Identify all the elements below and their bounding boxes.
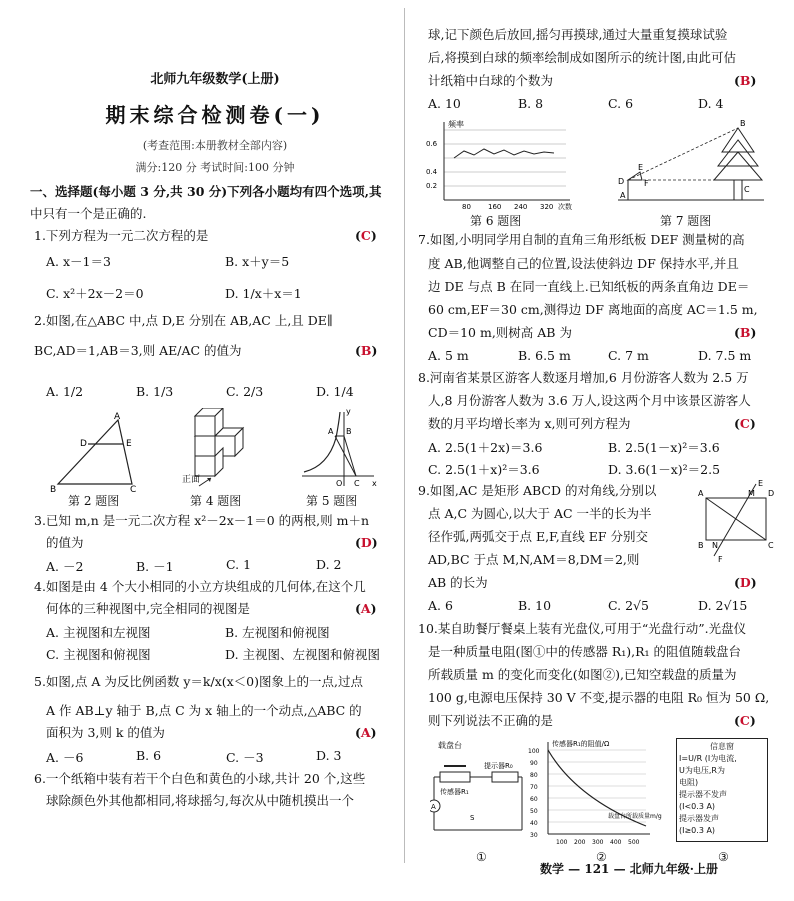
q4-option-a: A. 主视图和左视图 [46, 625, 151, 640]
fig6-ytick-2: 0.4 [426, 168, 438, 176]
svg-text:y: y [346, 408, 351, 416]
q6-cont-3: 计纸箱中白球的个数为 [428, 73, 554, 88]
q5-option-b: B. 6 [136, 748, 162, 763]
q3-text-1: 3.已知 m,n 是一元二次方程 x²－2x－1＝0 的两根,则 m＋n [34, 513, 370, 528]
fig6-xtick-3: 240 [514, 203, 528, 210]
q7-text-2: 度 AB,他调整自己的位置,设法使斜边 DF 保持水平,并且 [428, 256, 739, 271]
fig10-label-1: ① [476, 850, 487, 864]
svg-text:A: A [698, 489, 704, 498]
q6-option-d: D. 4 [698, 96, 724, 111]
svg-text:F: F [644, 179, 649, 188]
graph-xtick: 400 [610, 839, 622, 846]
q2-text-1: 2.如图,在△ABC 中,点 D,E 分别在 AB,AC 上,且 DE∥ [34, 313, 333, 328]
column-divider [404, 8, 405, 863]
svg-text:B: B [698, 541, 704, 550]
graph-ytick: 80 [530, 772, 538, 779]
fig6-ytick-1: 0.6 [426, 140, 438, 148]
graph-ytick: 40 [530, 820, 538, 827]
graph-title: 传感器R₁的阻值/Ω [552, 740, 610, 748]
exam-meta: 满分:120 分 考试时间:100 分钟 [135, 161, 295, 174]
svg-text:C: C [744, 185, 750, 194]
svg-text:N: N [712, 541, 718, 550]
section-heading-2: 中只有一个是正确的. [30, 206, 147, 221]
q3-option-d: D. 2 [316, 557, 342, 572]
svg-text:D: D [768, 489, 775, 498]
svg-text:D: D [80, 439, 87, 449]
q3-text-2: 的值为 [46, 535, 84, 550]
q5-text-3: 面积为 3,则 k 的值为 [46, 725, 165, 740]
fig6-ytick-3: 0.2 [426, 182, 438, 190]
q8-option-b: B. 2.5(1－x)²＝3.6 [608, 440, 720, 455]
svg-text:A: A [114, 412, 121, 422]
caption-q4: 第 4 题图 [190, 494, 242, 508]
q8-option-c: C. 2.5(1＋x)²＝3.6 [428, 462, 540, 477]
fig10-label-2: ② [596, 850, 607, 864]
q3-answer: (D) [355, 535, 378, 550]
info-title: 信息窗 [710, 742, 734, 751]
svg-text:A: A [328, 427, 334, 436]
q7-option-d: D. 7.5 m [698, 348, 752, 363]
info-line-4: 提示器不发声 [679, 790, 727, 799]
q8-text-3: 数的月平均增长率为 x,则可列方程为 [428, 416, 631, 431]
q7-answer: (B) [734, 325, 757, 340]
q9-text-5: AB 的长为 [428, 575, 488, 590]
figure-q9-rectangle [696, 478, 778, 568]
figure-q5-hyperbola [298, 408, 378, 488]
figure-q7-tree [614, 118, 780, 210]
q6-option-b: B. 8 [518, 96, 544, 111]
q10-answer: (C) [734, 713, 756, 728]
figure-q2-triangle [50, 412, 150, 492]
figure-q10-circuit [430, 738, 525, 850]
exam-title: 期末综合检测卷(一) [105, 103, 325, 127]
graph-xlabel: 载盘台所载质量m/g [608, 813, 662, 820]
svg-text:F: F [718, 555, 723, 564]
fig6-xtick-4: 320 [540, 203, 554, 210]
fig10-label-3: ③ [718, 850, 729, 864]
q6-answer: (B) [734, 73, 757, 88]
svg-text:x: x [372, 479, 377, 488]
circuit-prompt-label: 提示器R₀ [484, 762, 513, 770]
fig6-ylabel: 频率 [448, 120, 464, 129]
q3-option-b: B. －1 [136, 559, 174, 574]
svg-text:O: O [336, 479, 343, 488]
svg-text:C: C [354, 479, 360, 488]
q1-option-b: B. x＋y＝5 [225, 254, 290, 269]
graph-xtick: 100 [556, 839, 568, 846]
q7-text-4: 60 cm,EF＝30 cm,测得边 DF 离地面的高度 AC＝1.5 m, [428, 302, 758, 317]
q6-option-c: C. 6 [608, 96, 634, 111]
q8-text-1: 8.河南省某景区游客人数逐月增加,6 月份游客人数为 2.5 万 [418, 370, 749, 385]
fig6-xlabel: 次数 [558, 203, 572, 210]
q6-cont-2: 后,将摸到白球的频率绘制成如图所示的统计图,由此可估 [428, 50, 736, 65]
q8-answer: (C) [734, 416, 756, 431]
q4-option-d: D. 主视图、左视图和俯视图 [225, 647, 381, 662]
figure-q10-resistance-graph [526, 738, 666, 850]
q10-text-5: 则下列说法不正确的是 [428, 713, 554, 728]
q6-option-a: A. 10 [428, 96, 461, 111]
q1-answer: (C) [355, 228, 377, 243]
svg-text:E: E [126, 439, 132, 449]
q4-answer: (A) [355, 601, 377, 616]
q2-option-a: A. 1/2 [46, 384, 84, 399]
circuit-sensor-label: 传感器R₁ [440, 788, 469, 796]
svg-text:A: A [431, 803, 436, 811]
graph-ytick: 50 [530, 808, 538, 815]
svg-text:A: A [620, 191, 626, 200]
q9-text-4: AD,BC 于点 M,N,AM＝8,DM＝2,则 [428, 552, 640, 567]
svg-text:C: C [768, 541, 774, 550]
q9-text-3: 径作弧,两弧交于点 E,F,直线 EF 分别交 [428, 529, 648, 544]
q3-option-c: C. 1 [226, 557, 252, 572]
caption-q7: 第 7 题图 [660, 214, 712, 228]
q5-text-1: 5.如图,点 A 为反比例函数 y＝k/x(x＜0)图象上的一点,过点 [34, 674, 363, 689]
q1-option-d: D. 1/x＋x＝1 [225, 286, 302, 301]
svg-text:E: E [758, 479, 764, 488]
graph-ytick: 70 [530, 784, 538, 791]
q6-text-2: 球除颜色外其他都相同,将球摇匀,每次从中随机摸出一个 [46, 793, 354, 808]
graph-xtick: 300 [592, 839, 604, 846]
q10-text-2: 是一种质量电阻(图①中的传感器 R₁),R₁ 的阻值随载盘台 [428, 644, 742, 659]
q10-text-4: 100 g,电源电压保持 30 V 不变,提示器的电阻 R₀ 恒为 50 Ω, [428, 690, 770, 705]
q9-text-2: 点 A,C 为圆心,以大于 AC 一半的长为半 [428, 506, 652, 521]
section-heading: 一、选择题(每小题 3 分,共 30 分)下列各小题均有四个选项,其 [30, 184, 382, 199]
q8-option-a: A. 2.5(1＋2x)＝3.6 [428, 440, 543, 455]
graph-ytick: 90 [530, 760, 538, 767]
caption-q5: 第 5 题图 [306, 494, 358, 508]
caption-q6: 第 6 题图 [470, 214, 522, 228]
info-line-2: U为电压,R为 [679, 766, 725, 775]
q7-text-5: CD＝10 m,则树高 AB 为 [428, 325, 572, 340]
svg-text:B: B [346, 427, 352, 436]
q1-option-a: A. x－1＝3 [46, 254, 111, 269]
q1-option-c: C. x²＋2x－2＝0 [46, 286, 144, 301]
q7-option-c: C. 7 m [608, 348, 649, 363]
svg-text:B: B [50, 485, 57, 492]
q8-text-2: 人,8 月份游客人数为 3.6 万人,设这两个月中该景区游客人 [428, 393, 751, 408]
svg-text:D: D [618, 177, 625, 186]
q9-option-c: C. 2√5 [608, 598, 649, 613]
svg-text:S: S [470, 814, 475, 822]
info-line-7: (I≥0.3 A) [679, 826, 716, 835]
q4-text-2: 何体的三种视图中,完全相同的视图是 [46, 601, 250, 616]
q7-text-3: 边 DE 与点 B 在同一直线上.已知纸板的两条直角边 DE＝ [428, 279, 750, 294]
info-line-5: (I<0.3 A) [679, 802, 716, 811]
info-line-6: 提示器发声 [679, 814, 719, 823]
info-line-3: 电阻) [679, 778, 699, 787]
q3-option-a: A. －2 [46, 559, 84, 574]
figure-q6-frequency [418, 118, 578, 210]
graph-ytick: 60 [530, 796, 538, 803]
q9-option-a: A. 6 [428, 598, 453, 613]
exam-scope: (考查范围:本册教材全部内容) [142, 139, 288, 152]
info-line-1: I=U/R (I为电流, [679, 754, 737, 763]
q4-option-c: C. 主视图和俯视图 [46, 647, 151, 662]
q4-text-1: 4.如图是由 4 个大小相同的小立方块组成的几何体,在这个几 [34, 579, 366, 594]
q5-option-a: A. －6 [46, 750, 84, 765]
q7-option-a: A. 5 m [428, 348, 469, 363]
q4-option-b: B. 左视图和俯视图 [225, 625, 330, 640]
q5-option-c: C. －3 [226, 750, 264, 765]
q2-text-2: BC,AD＝1,AB＝3,则 AE/AC 的值为 [34, 343, 242, 358]
graph-ytick: 100 [528, 748, 540, 755]
q5-answer: (A) [355, 725, 377, 740]
q1-text: 1.下列方程为一元二次方程的是 [34, 228, 209, 243]
svg-text:C: C [130, 485, 137, 492]
page-footer: 数学 — 121 — 北师九年级·上册 [540, 862, 718, 876]
q8-option-d: D. 3.6(1－x)²＝2.5 [608, 462, 721, 477]
svg-text:E: E [638, 163, 644, 172]
graph-ytick: 30 [530, 832, 538, 839]
svg-text:M: M [748, 489, 755, 498]
q6-text-1: 6.一个纸箱中装有若干个白色和黄色的小球,共计 20 个,这些 [34, 771, 366, 786]
q9-option-d: D. 2√15 [698, 598, 748, 613]
q6-cont-1: 球,记下颜色后放回,摇匀再摸球,通过大量重复摸球试验 [428, 27, 728, 42]
front-label: 正面 [182, 475, 201, 485]
q5-option-d: D. 3 [316, 748, 342, 763]
fig6-xtick-2: 160 [488, 203, 502, 210]
fig6-xtick-1: 80 [462, 203, 471, 210]
q2-answer: (B) [355, 343, 378, 358]
q5-text-2: A 作 AB⊥y 轴于 B,点 C 为 x 轴上的一个动点,△ABC 的 [46, 703, 362, 718]
q2-option-c: C. 2/3 [226, 384, 264, 399]
graph-xtick: 200 [574, 839, 586, 846]
q2-option-b: B. 1/3 [136, 384, 174, 399]
q9-text-1: 9.如图,AC 是矩形 ABCD 的对角线,分别以 [418, 483, 657, 498]
book-subtitle: 北师九年级数学(上册) [150, 72, 280, 87]
q10-text-1: 10.某自助餐厅餐桌上装有光盘仪,可用于“光盘行动”.光盘仪 [418, 621, 747, 636]
info-window [676, 738, 768, 842]
q9-option-b: B. 10 [518, 598, 552, 613]
svg-text:B: B [740, 119, 746, 128]
circuit-tray-label: 载盘台 [438, 741, 462, 750]
q7-option-b: B. 6.5 m [518, 348, 571, 363]
q7-text-1: 7.如图,小明同学用自制的直角三角形纸板 DEF 测量树的高 [418, 232, 745, 247]
caption-q2: 第 2 题图 [68, 494, 120, 508]
q9-answer: (D) [734, 575, 757, 590]
q2-option-d: D. 1/4 [316, 384, 354, 399]
graph-xtick: 500 [628, 839, 640, 846]
q10-text-3: 所载质量 m 的变化而变化(如图②),已知空载盘的质量为 [428, 667, 737, 682]
